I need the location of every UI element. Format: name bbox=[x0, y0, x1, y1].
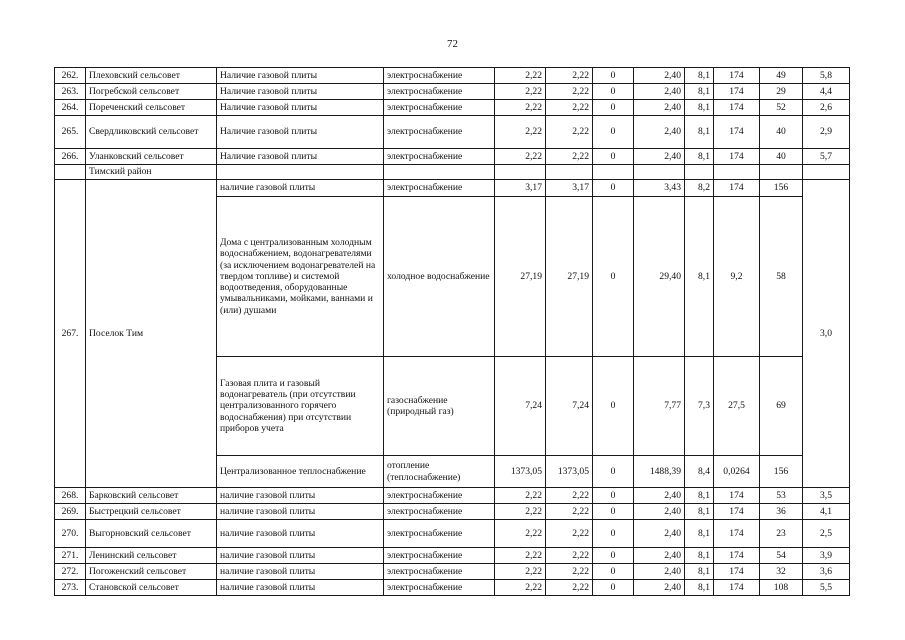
value-cell: 8,1 bbox=[685, 488, 714, 504]
value-cell: 3,17 bbox=[546, 180, 593, 197]
row-number: 269. bbox=[55, 504, 86, 520]
value-cell: 0 bbox=[593, 564, 634, 580]
municipality-name: Выгорновский сельсовет bbox=[86, 520, 217, 548]
empty-cell bbox=[685, 165, 714, 180]
value-cell: 23 bbox=[760, 520, 803, 548]
value-cell: 58 bbox=[760, 197, 803, 357]
municipality-name: Становской сельсовет bbox=[86, 580, 217, 596]
empty-cell bbox=[634, 165, 685, 180]
value-cell: 174 bbox=[714, 84, 760, 100]
value-cell: 3,0 bbox=[803, 180, 850, 488]
equipment-description: наличие газовой плиты bbox=[217, 180, 384, 197]
value-cell: 69 bbox=[760, 357, 803, 456]
value-cell: 2,22 bbox=[495, 580, 546, 596]
value-cell: 2,22 bbox=[546, 84, 593, 100]
value-cell: 2,22 bbox=[546, 149, 593, 165]
value-cell: 2,22 bbox=[546, 100, 593, 116]
value-cell: 174 bbox=[714, 116, 760, 149]
value-cell: 27,19 bbox=[546, 197, 593, 357]
table-row bbox=[55, 68, 850, 84]
value-cell: 174 bbox=[714, 548, 760, 564]
empty-cell bbox=[760, 165, 803, 180]
value-cell: 5,7 bbox=[803, 149, 850, 165]
value-cell: 174 bbox=[714, 504, 760, 520]
value-cell: 2,40 bbox=[634, 548, 685, 564]
table-row bbox=[55, 84, 850, 100]
value-cell: 2,6 bbox=[803, 100, 850, 116]
row-number: 262. bbox=[55, 68, 86, 84]
utility-service: электроснабжение bbox=[384, 116, 495, 149]
value-cell: 3,43 bbox=[634, 180, 685, 197]
value-cell: 49 bbox=[760, 68, 803, 84]
row-number: 265. bbox=[55, 116, 86, 149]
value-cell: 2,40 bbox=[634, 68, 685, 84]
row-number: 272. bbox=[55, 564, 86, 580]
value-cell: 2,40 bbox=[634, 488, 685, 504]
value-cell: 8,1 bbox=[685, 564, 714, 580]
value-cell: 2,22 bbox=[495, 548, 546, 564]
value-cell: 2,40 bbox=[634, 149, 685, 165]
value-cell: 0 bbox=[593, 548, 634, 564]
district-header-row bbox=[55, 165, 850, 180]
value-cell: 2,22 bbox=[546, 520, 593, 548]
value-cell: 0 bbox=[593, 116, 634, 149]
row-number: 271. bbox=[55, 548, 86, 564]
value-cell: 0 bbox=[593, 580, 634, 596]
equipment-description: наличие газовой плиты bbox=[217, 548, 384, 564]
utility-service: электроснабжение bbox=[384, 580, 495, 596]
value-cell: 0 bbox=[593, 520, 634, 548]
table-row bbox=[55, 116, 850, 149]
value-cell: 8,1 bbox=[685, 116, 714, 149]
equipment-description: наличие газовой плиты bbox=[217, 580, 384, 596]
equipment-description: Наличие газовой плиты bbox=[217, 100, 384, 116]
value-cell: 174 bbox=[714, 68, 760, 84]
value-cell: 8,1 bbox=[685, 149, 714, 165]
value-cell: 2,22 bbox=[495, 149, 546, 165]
value-cell: 174 bbox=[714, 100, 760, 116]
municipality-name: Поселок Тим bbox=[86, 180, 217, 488]
table-row bbox=[55, 180, 850, 197]
municipality-name: Барковский сельсовет bbox=[86, 488, 217, 504]
value-cell: 174 bbox=[714, 520, 760, 548]
value-cell: 2,22 bbox=[495, 520, 546, 548]
value-cell: 5,5 bbox=[803, 580, 850, 596]
value-cell: 156 bbox=[760, 180, 803, 197]
value-cell: 2,22 bbox=[546, 504, 593, 520]
row-number: 268. bbox=[55, 488, 86, 504]
value-cell: 4,4 bbox=[803, 84, 850, 100]
equipment-description: Газовая плита и газовый водонагреватель (при отсутствии централизованного горячего водоснабжения) при отсутствии приборов учета bbox=[217, 357, 384, 456]
table-row bbox=[55, 100, 850, 116]
row-number: 263. bbox=[55, 84, 86, 100]
value-cell: 174 bbox=[714, 564, 760, 580]
value-cell: 1373,05 bbox=[495, 456, 546, 488]
row-number: 264. bbox=[55, 100, 86, 116]
value-cell: 0 bbox=[593, 488, 634, 504]
equipment-description: Наличие газовой плиты bbox=[217, 116, 384, 149]
equipment-description: наличие газовой плиты bbox=[217, 488, 384, 504]
table-body bbox=[55, 68, 850, 596]
municipality-name: Плеховский сельсовет bbox=[86, 68, 217, 84]
value-cell: 5,8 bbox=[803, 68, 850, 84]
value-cell: 29 bbox=[760, 84, 803, 100]
utility-service: электроснабжение bbox=[384, 488, 495, 504]
empty-cell bbox=[546, 165, 593, 180]
municipality-name: Погоженский сельсовет bbox=[86, 564, 217, 580]
value-cell: 108 bbox=[760, 580, 803, 596]
utility-service: электроснабжение bbox=[384, 548, 495, 564]
value-cell: 29,40 bbox=[634, 197, 685, 357]
value-cell: 8,1 bbox=[685, 68, 714, 84]
municipality-name: Погребской сельсовет bbox=[86, 84, 217, 100]
utility-service: газоснабжение (природный газ) bbox=[384, 357, 495, 456]
utility-service: холодное водоснабжение bbox=[384, 197, 495, 357]
value-cell: 40 bbox=[760, 116, 803, 149]
value-cell: 2,40 bbox=[634, 504, 685, 520]
value-cell: 8,1 bbox=[685, 520, 714, 548]
municipality-name: Пореченский сельсовет bbox=[86, 100, 217, 116]
value-cell: 2,22 bbox=[495, 488, 546, 504]
value-cell: 2,22 bbox=[546, 488, 593, 504]
table-row bbox=[55, 149, 850, 165]
empty-cell bbox=[495, 165, 546, 180]
row-number: 267. bbox=[55, 180, 86, 488]
row-number: 270. bbox=[55, 520, 86, 548]
value-cell: 0 bbox=[593, 456, 634, 488]
table-row bbox=[55, 564, 850, 580]
equipment-description: Дома с централизованным холодным водоснабжением, водонагревателями (за исключением водонагревателей на твердом топливе) и системой водоотведения, оборудованные умывальниками, мойками, ваннами и (или) душами bbox=[217, 197, 384, 357]
value-cell: 2,22 bbox=[546, 580, 593, 596]
empty-cell bbox=[714, 165, 760, 180]
utility-service: электроснабжение bbox=[384, 180, 495, 197]
municipality-name: Быстрецкий сельсовет bbox=[86, 504, 217, 520]
district-name: Тимский район bbox=[86, 165, 217, 180]
utility-service: электроснабжение bbox=[384, 100, 495, 116]
value-cell: 8,1 bbox=[685, 84, 714, 100]
value-cell: 53 bbox=[760, 488, 803, 504]
tariff-table bbox=[54, 67, 850, 596]
utility-service: электроснабжение bbox=[384, 504, 495, 520]
value-cell: 2,22 bbox=[546, 116, 593, 149]
value-cell: 0 bbox=[593, 100, 634, 116]
value-cell: 2,9 bbox=[803, 116, 850, 149]
utility-service: электроснабжение bbox=[384, 564, 495, 580]
value-cell: 1488,39 bbox=[634, 456, 685, 488]
empty-cell bbox=[803, 165, 850, 180]
equipment-description: Наличие газовой плиты bbox=[217, 149, 384, 165]
value-cell: 3,9 bbox=[803, 548, 850, 564]
value-cell: 174 bbox=[714, 180, 760, 197]
value-cell: 156 bbox=[760, 456, 803, 488]
value-cell: 2,22 bbox=[546, 548, 593, 564]
utility-service: электроснабжение bbox=[384, 520, 495, 548]
value-cell: 0 bbox=[593, 68, 634, 84]
equipment-description: наличие газовой плиты bbox=[217, 520, 384, 548]
empty-cell bbox=[55, 165, 86, 180]
municipality-name: Свердликовский сельсовет bbox=[86, 116, 217, 149]
utility-service: электроснабжение bbox=[384, 149, 495, 165]
value-cell: 3,17 bbox=[495, 180, 546, 197]
value-cell: 2,22 bbox=[546, 68, 593, 84]
empty-cell bbox=[593, 165, 634, 180]
value-cell: 7,77 bbox=[634, 357, 685, 456]
value-cell: 0 bbox=[593, 180, 634, 197]
table-row bbox=[55, 548, 850, 564]
value-cell: 7,24 bbox=[546, 357, 593, 456]
value-cell: 2,22 bbox=[495, 68, 546, 84]
value-cell: 2,40 bbox=[634, 564, 685, 580]
value-cell: 0 bbox=[593, 84, 634, 100]
equipment-description: наличие газовой плиты bbox=[217, 564, 384, 580]
value-cell: 8,1 bbox=[685, 197, 714, 357]
municipality-name: Уланковский сельсовет bbox=[86, 149, 217, 165]
municipality-name: Ленинский сельсовет bbox=[86, 548, 217, 564]
value-cell: 2,40 bbox=[634, 580, 685, 596]
value-cell: 36 bbox=[760, 504, 803, 520]
value-cell: 7,24 bbox=[495, 357, 546, 456]
value-cell: 8,1 bbox=[685, 580, 714, 596]
value-cell: 2,40 bbox=[634, 84, 685, 100]
table-row bbox=[55, 520, 850, 548]
value-cell: 27,5 bbox=[714, 357, 760, 456]
value-cell: 2,22 bbox=[495, 100, 546, 116]
value-cell: 27,19 bbox=[495, 197, 546, 357]
value-cell: 0 bbox=[593, 504, 634, 520]
value-cell: 1373,05 bbox=[546, 456, 593, 488]
value-cell: 3,5 bbox=[803, 488, 850, 504]
value-cell: 2,22 bbox=[546, 564, 593, 580]
value-cell: 2,22 bbox=[495, 564, 546, 580]
value-cell: 8,2 bbox=[685, 180, 714, 197]
table-row bbox=[55, 504, 850, 520]
value-cell: 52 bbox=[760, 100, 803, 116]
page-number: 72 bbox=[447, 38, 458, 50]
value-cell: 2,40 bbox=[634, 520, 685, 548]
value-cell: 9,2 bbox=[714, 197, 760, 357]
value-cell: 7,3 bbox=[685, 357, 714, 456]
equipment-description: Централизованное теплоснабжение bbox=[217, 456, 384, 488]
value-cell: 2,5 bbox=[803, 520, 850, 548]
utility-service: электроснабжение bbox=[384, 84, 495, 100]
value-cell: 8,1 bbox=[685, 504, 714, 520]
value-cell: 174 bbox=[714, 149, 760, 165]
value-cell: 8,1 bbox=[685, 548, 714, 564]
row-number: 273. bbox=[55, 580, 86, 596]
value-cell: 2,40 bbox=[634, 100, 685, 116]
value-cell: 0 bbox=[593, 357, 634, 456]
row-number: 266. bbox=[55, 149, 86, 165]
value-cell: 2,22 bbox=[495, 116, 546, 149]
equipment-description: Наличие газовой плиты bbox=[217, 84, 384, 100]
value-cell: 54 bbox=[760, 548, 803, 564]
table-row bbox=[55, 488, 850, 504]
empty-cell bbox=[217, 165, 384, 180]
value-cell: 174 bbox=[714, 488, 760, 504]
equipment-description: Наличие газовой плиты bbox=[217, 68, 384, 84]
value-cell: 0,0264 bbox=[714, 456, 760, 488]
utility-service: электроснабжение bbox=[384, 68, 495, 84]
equipment-description: наличие газовой плиты bbox=[217, 504, 384, 520]
utility-service: отопление (теплоснабжение) bbox=[384, 456, 495, 488]
value-cell: 2,40 bbox=[634, 116, 685, 149]
value-cell: 8,1 bbox=[685, 100, 714, 116]
value-cell: 2,22 bbox=[495, 504, 546, 520]
value-cell: 40 bbox=[760, 149, 803, 165]
value-cell: 0 bbox=[593, 149, 634, 165]
value-cell: 4,1 bbox=[803, 504, 850, 520]
table-row bbox=[55, 580, 850, 596]
value-cell: 8,4 bbox=[685, 456, 714, 488]
value-cell: 3,6 bbox=[803, 564, 850, 580]
value-cell: 32 bbox=[760, 564, 803, 580]
value-cell: 0 bbox=[593, 197, 634, 357]
value-cell: 2,22 bbox=[495, 84, 546, 100]
empty-cell bbox=[384, 165, 495, 180]
value-cell: 174 bbox=[714, 580, 760, 596]
